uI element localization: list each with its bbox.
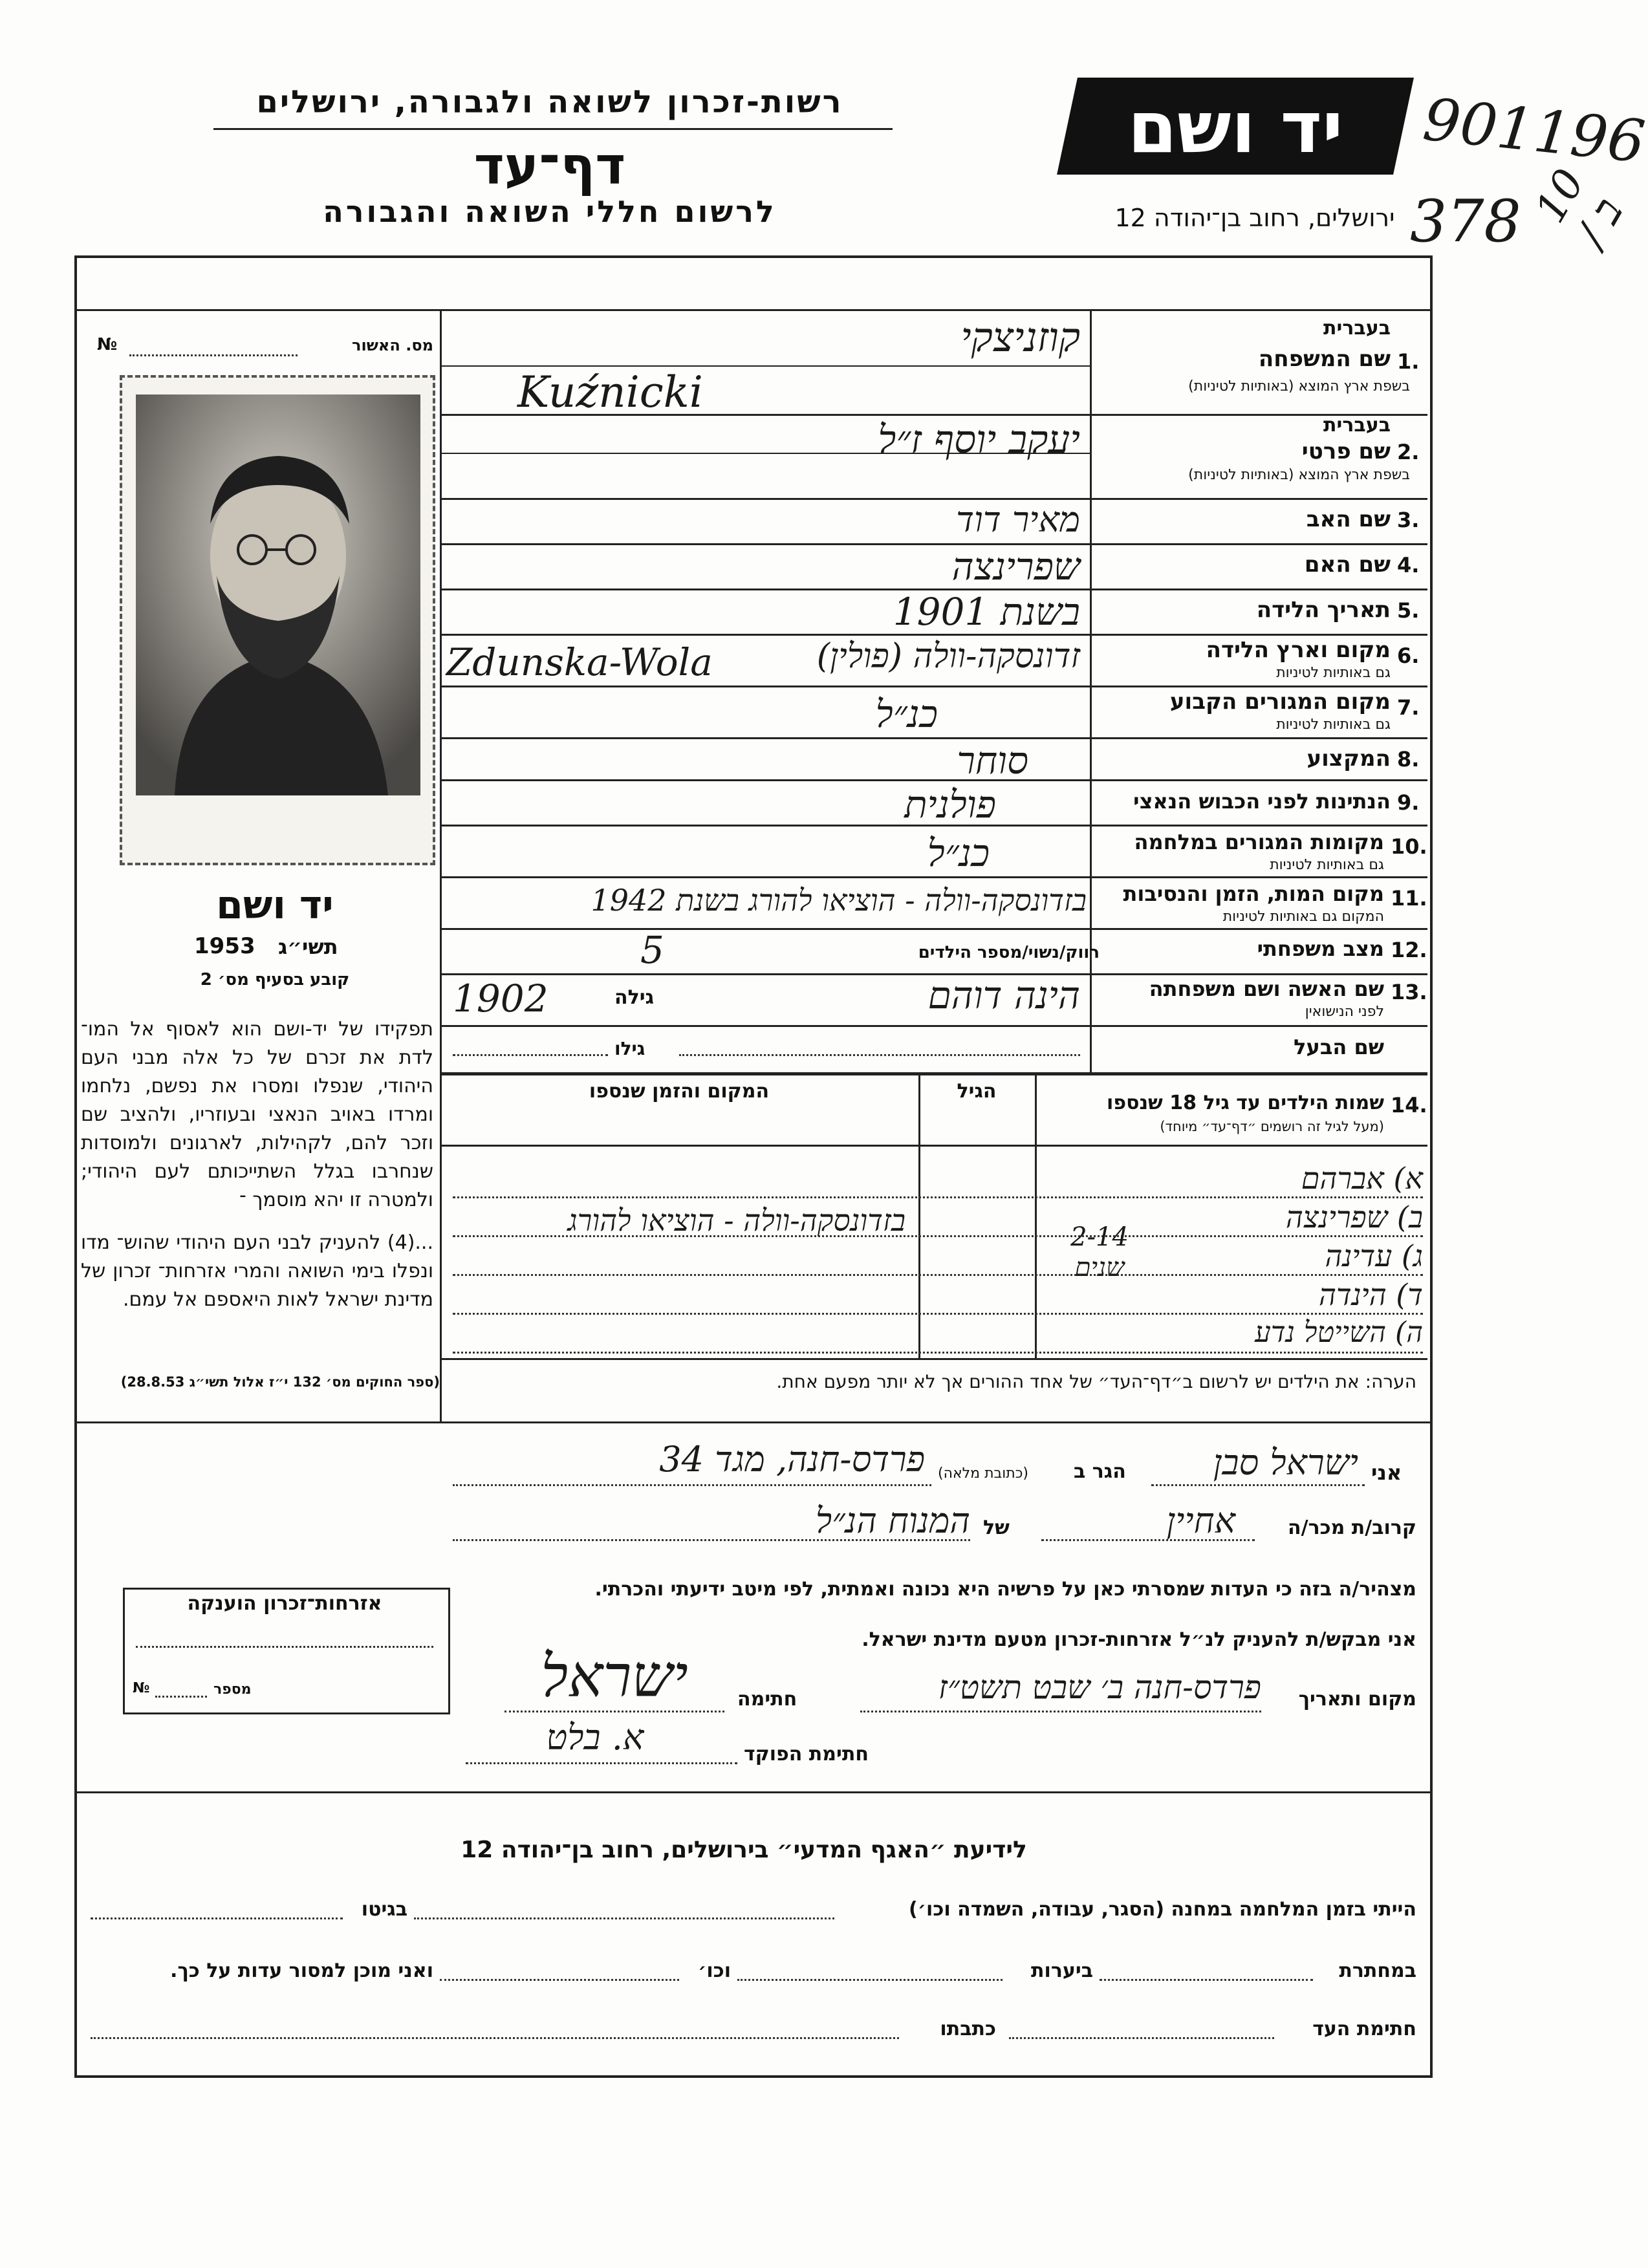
field-13-age-label: גילה [614, 986, 654, 1009]
field-7-value: כנ״ל [875, 692, 938, 736]
decl-lives-sub: (כתובת מלאה) [938, 1465, 1028, 1482]
photo-number-line [129, 354, 298, 356]
field-4-value: שפרינצה [951, 545, 1080, 589]
seal-year: 1953 [194, 933, 255, 959]
decl-address: פרדס-חנה, מגד 34 [659, 1439, 925, 1480]
children-ages: 2-14 שנים [1070, 1222, 1129, 1282]
bottom-underground-label: במחתרת [1339, 1960, 1416, 1982]
bottom-section-top [74, 1791, 1430, 1793]
field-4-number: 4. [1397, 553, 1420, 578]
field-7-sub: גם באותיות לטיניות [1276, 717, 1391, 733]
children-sub: (מעל לגיל זה רושמים ״דף־עד״ מיוחד) [1160, 1119, 1384, 1134]
children-number: 14. [1391, 1093, 1427, 1118]
bottom-title: לידיעת ״האגף המדעי״ בירושלים, רחוב בן־יהודה 12 [461, 1837, 1027, 1863]
field-8-number: 8. [1397, 747, 1420, 772]
address-line: ירושלים, רחוב בן־יהודה 12 [1114, 204, 1395, 232]
field-2-label: שם פרטי [1301, 438, 1391, 464]
decl-signature-line [504, 1711, 724, 1712]
field-1-label: שם המשפחה [1258, 346, 1391, 372]
field-5-label: תאריך הלידה [1256, 597, 1391, 623]
field-6-value-latin: Zdunska-Wola [446, 640, 713, 684]
bottom-ghetto-line [91, 1917, 343, 1919]
decl-statement: מצהיר/ה בזה כי העדות שמסרתי כאן על פרשיה היא נכונה ואמתית, לפי מיטב ידיעתי והכרתי. [594, 1578, 1416, 1601]
field-10-number: 10. [1391, 834, 1427, 859]
bottom-forests-line [737, 1979, 1003, 1981]
field-6-label: מקום וארץ הלידה [1206, 637, 1391, 663]
child-name-1: א) אברהם [1301, 1161, 1423, 1196]
field-1-value-latin: Kuźnicki [517, 367, 703, 417]
bottom-forests-label: ביערות [1031, 1960, 1093, 1982]
field-12-sub: רווק/נשוי/מספר הילדים [918, 943, 1100, 962]
decl-request: אני מבקש/ת להעניק לנ״ל אזרחות-זכרון מטעם מדינת ישראל. [862, 1628, 1416, 1651]
field-5-number: 5. [1397, 598, 1420, 623]
row-sep [442, 686, 1427, 687]
field-5-value: בשנת 1901 [893, 590, 1080, 634]
photo-number-label: מס. האשור [352, 336, 433, 354]
field-1-lang: בעברית [1323, 317, 1391, 340]
decl-lives: הגר ב [1074, 1460, 1126, 1483]
decl-of-line [453, 1539, 970, 1541]
bottom-witness-sign-line [1009, 2037, 1274, 2039]
children-place: בזדונסקה-וולה - הוציאו להורג [567, 1203, 905, 1238]
seal-title: יד ושם [216, 883, 334, 928]
field-2-number: 2. [1397, 440, 1420, 464]
decl-place-date-label: מקום ותאריך [1298, 1688, 1416, 1711]
field-6-number: 6. [1397, 643, 1420, 668]
bottom-witness-sign-label: חתימת העד [1312, 2018, 1416, 2040]
field-3-value: מאיר דוד [956, 499, 1080, 540]
field-9-number: 9. [1397, 790, 1420, 815]
husband-label: שם הבעל [1294, 1035, 1384, 1059]
note-bottom [74, 1421, 1430, 1423]
field-13-label: שם האשה ושם משפחתה [1149, 977, 1384, 1001]
children-header-bottom [442, 1145, 1427, 1147]
memorial-box-no-symbol: № [133, 1680, 150, 1696]
memorial-box-number-label: מספר [213, 1681, 252, 1698]
row-sep [442, 634, 1427, 636]
row-sep [442, 1025, 1427, 1027]
archive-number: 901196 [1420, 85, 1648, 177]
field-3-label: שם האב [1306, 506, 1391, 532]
children-col-div1 [918, 1074, 920, 1358]
memorial-box-number-line [155, 1696, 207, 1698]
field-11-number: 11. [1391, 886, 1427, 911]
husband-age-line [453, 1054, 608, 1056]
note-text: הערה: את הילדים יש לרשום ב״דף־העד״ של אחד ההורים אך לא יותר מפעם אחת. [776, 1371, 1416, 1392]
bottom-etc-line [440, 1979, 679, 1981]
bottom-underground-line [1100, 1979, 1313, 1981]
children-col-place: המקום והזמן שנספו [589, 1080, 770, 1103]
field-13-age-value: 1902 [453, 977, 548, 1021]
field-6-value-he: זדונסקה-וולה (פולין) [816, 637, 1080, 676]
bottom-camp-label: הייתי בזמן המלחמה במחנה (הסגר, עבודה, השמדה וכו׳) [909, 1898, 1416, 1921]
decl-relation-line [1041, 1539, 1255, 1541]
memorial-box-title: אזרחות־זכרון הוענקה [187, 1592, 382, 1615]
decl-relation-label: קרוב/ת מכר/ה [1288, 1517, 1416, 1539]
form-subtitle: לרשום חללי השואה והגבורה [323, 194, 777, 229]
field-9-value: פולנית [904, 783, 996, 826]
field-13-sub: לפני הנישואין [1305, 1004, 1384, 1020]
field-7-number: 7. [1397, 695, 1420, 720]
field-11-sub: המקום גם באותיות לטיניות [1222, 909, 1384, 925]
child-name-2: ב) שפרינצה [1285, 1200, 1423, 1235]
portrait-photo [136, 394, 420, 795]
handwritten-fraction: 10 / ב [1526, 161, 1633, 255]
bottom-address-line [91, 2037, 899, 2039]
decl-officer-line [466, 1762, 737, 1764]
decl-officer-value: א. בלט [546, 1717, 644, 1758]
child-name-3: ג) עדינה [1325, 1238, 1423, 1273]
decl-signature-value: ישראל [541, 1643, 688, 1711]
row-sep [442, 876, 1427, 878]
child-name-5: ה) השייטל נדע [1254, 1316, 1423, 1349]
children-header-top [442, 1074, 1427, 1075]
note-top [442, 1358, 1427, 1360]
row-sep [442, 928, 1427, 930]
decl-name: ישראל סבן [1213, 1442, 1358, 1483]
field-2-sub: בשפת ארץ המוצא (באותיות לטיניות) [1188, 467, 1410, 483]
field-10-sub: גם באותיות לטיניות [1270, 857, 1384, 873]
field-2-value-he: יעקב יוסף ז״ל [878, 417, 1080, 462]
field-10-label: מקומות המגורים במלחמה [1134, 830, 1384, 854]
seal-hebrew-year: תשי״ג [278, 934, 338, 959]
memorial-box-line [136, 1646, 433, 1648]
left-panel-divider [440, 309, 442, 1421]
field-1-number: 1. [1397, 349, 1420, 374]
field-4-label: שם האם [1304, 552, 1391, 578]
form-title: דף־עד [473, 136, 626, 196]
field-3-number: 3. [1397, 508, 1420, 532]
children-row-line [453, 1196, 1423, 1198]
bottom-address-label: כתבתו [940, 2018, 996, 2040]
field-13-value: הינה דוהם [927, 973, 1080, 1017]
field-9-label: הנתינות לפני הכבוש הנאצי [1133, 789, 1391, 814]
decl-signature-label: חתימה [737, 1688, 797, 1711]
handwritten-number: 378 [1410, 188, 1521, 255]
field-13-number: 13. [1391, 980, 1427, 1004]
decl-address-line [453, 1484, 931, 1486]
field-1-sub: בשפת ארץ המוצא (באותיות לטיניות) [1188, 378, 1410, 394]
frame-top-inner [74, 309, 1430, 311]
decl-ani: אני [1371, 1460, 1402, 1485]
field-11-value: בזדונסקה-וולה - הוציאו להורג בשנת 1942 [591, 883, 1087, 918]
field-1-value-he: קוזניצקי [960, 314, 1080, 361]
field-12-value: 5 [640, 928, 664, 972]
decl-name-line [1151, 1484, 1365, 1486]
children-row-line [453, 1274, 1423, 1276]
decl-place-date-value: פרדס-חנה ב׳ שבט תשט״ז [938, 1669, 1261, 1706]
bottom-ghetto-label: בגיטו [361, 1898, 407, 1921]
mission-statement: תפקידו של יד-ושם הוא לאסוף אל המו־ לדת את זכרם של כל אלה מבני העם היהודי, שנפלו ומסרו את נפשם, נלחמו ומרדו באויב הנאצי ובעוזריו, ולהציב שם וזכר להם, לקהילות, לארגונים ולמוסדות שנחרבו בגלל השתייכותם לעם היהודי; ולמטרה זו יהא מוסמך ־ [81, 1018, 433, 1211]
child-name-4: ד) הינדה [1319, 1277, 1423, 1312]
org-line: רשות-זכרון לשואה ולגבורה, ירושלים [256, 84, 843, 120]
field-12-number: 12. [1391, 938, 1427, 962]
decl-of-label: של [983, 1517, 1010, 1539]
children-row-line [453, 1313, 1423, 1315]
children-row-line [453, 1352, 1423, 1354]
children-col-div2 [1035, 1074, 1037, 1358]
field-11-label: מקום המות, הזמן והנסיבות [1123, 881, 1384, 906]
law-reference: (ספר החוקים מס׳ 132 י״ז אלול תשי״ג 28.8.53) [120, 1374, 440, 1390]
logo-text: יד ושם [1127, 86, 1343, 169]
decl-officer-label: חתימת הפוקד [744, 1743, 869, 1766]
field-6-sub: גם באותיות לטיניות [1276, 665, 1391, 681]
field-10-value: כנ״ל [927, 831, 990, 875]
field-12-label: מצב משפחתי [1257, 936, 1384, 961]
field-8-label: המקצוע [1306, 746, 1391, 772]
seal-clause: קובע בסעיף מס׳ 2 [200, 970, 350, 989]
decl-relation-value: אחיין [1166, 1500, 1235, 1541]
children-col-age: הגיל [957, 1080, 997, 1103]
header-underline [213, 128, 893, 130]
field-7-label: מקום המגורים הקבוע [1169, 689, 1391, 715]
field-8-value: סוחר [957, 739, 1028, 783]
husband-line [679, 1054, 1080, 1056]
bottom-etc-label: וכו׳ [698, 1960, 731, 1982]
husband-age-label: גילו [614, 1038, 645, 1059]
field-2-lang: בעברית [1323, 414, 1391, 437]
children-label: שמות הילדים עד גיל 18 שנספו [1107, 1092, 1384, 1114]
bottom-testify-label: ואני מוכן למסור עדות על כך. [170, 1960, 433, 1982]
decl-of-value: המנוח הנ״ל [815, 1500, 970, 1541]
mission-statement-2: ...(4) להעניק לבני העם היהודי שהוש־ מדו ונפלו בימי השואה והמרי אזרחות־ זכרון של מדינת ישראל לאות היאספם אל עמם. [81, 1231, 433, 1311]
photo-number-symbol: № [97, 335, 118, 354]
decl-place-date-line [860, 1711, 1261, 1712]
row-split [442, 365, 1090, 367]
bottom-camp-line [414, 1917, 834, 1919]
